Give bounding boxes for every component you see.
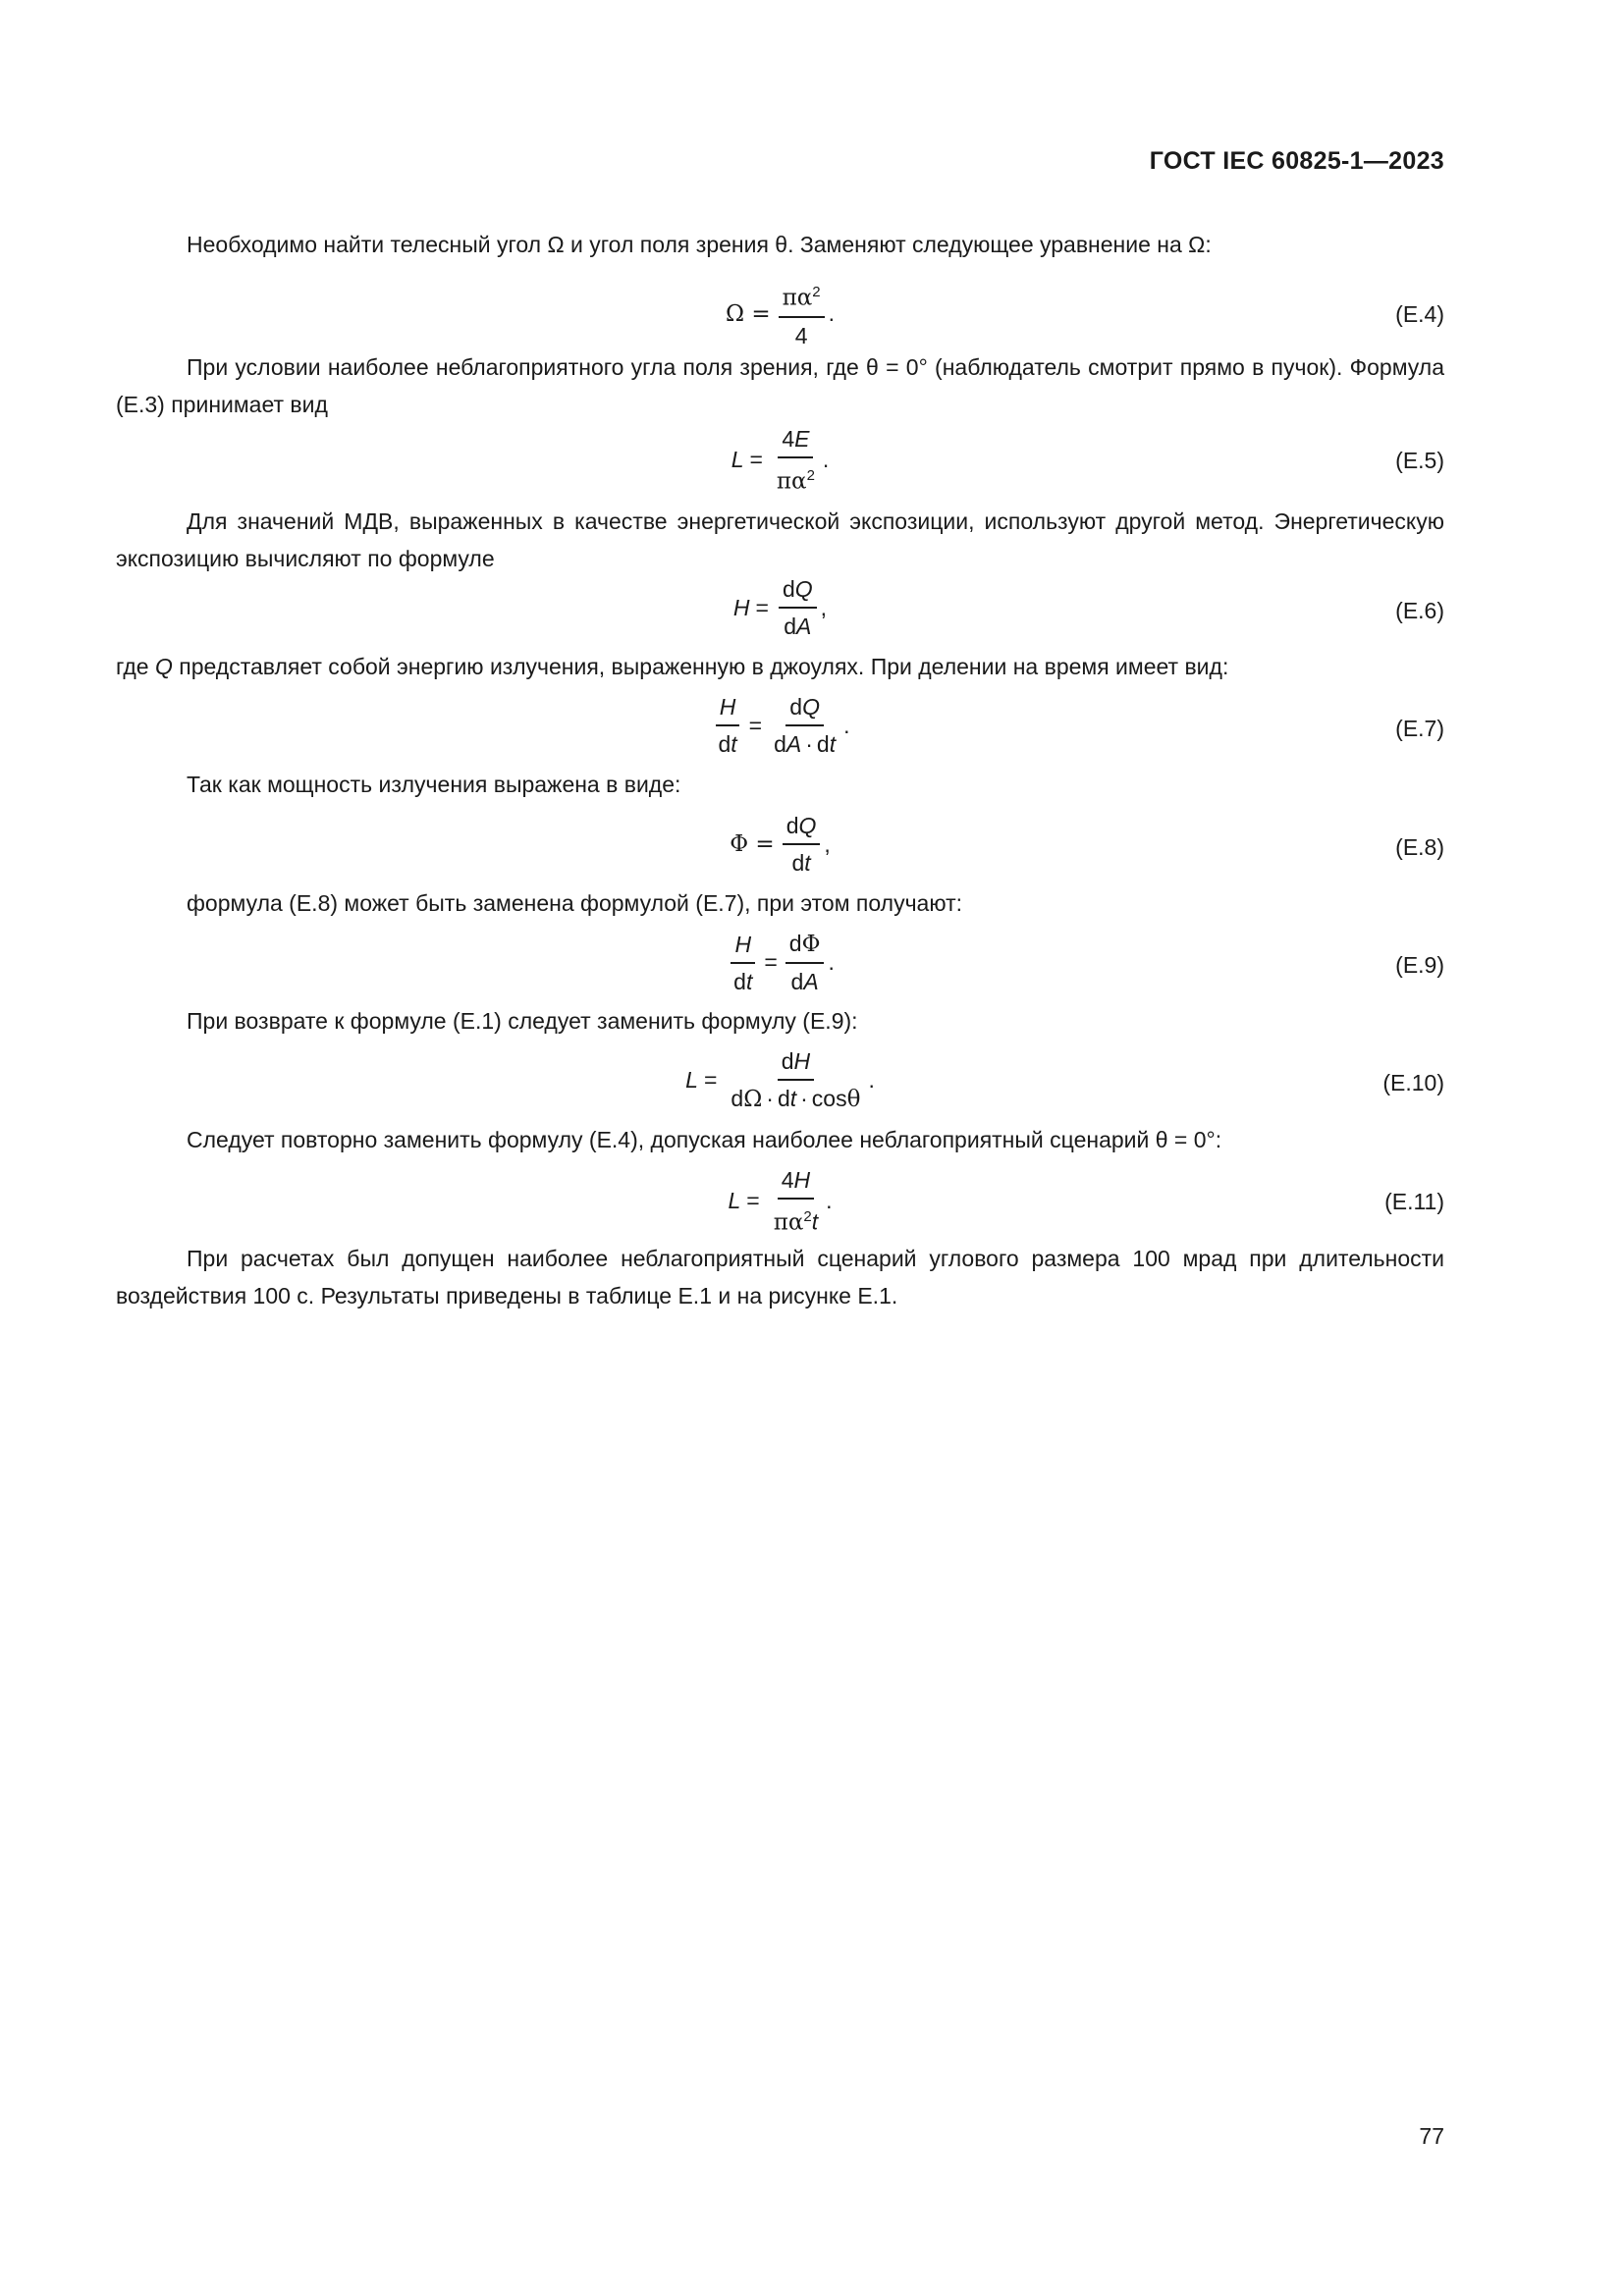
eq-e6-fraction: $\frac{dQ}{dA}$: [779, 574, 817, 641]
paragraph-5: Так как мощность излучения выражена в виде:: [187, 772, 681, 797]
paragraph-7: При возврате к формуле (Е.1) следует заменить формулу (Е.9):: [187, 1008, 858, 1034]
paragraph-3: Для значений МДВ, выраженных в качестве энергетической экспозиции, используют другой метод. Энергетическую экспозицию вычисляют по формуле: [116, 508, 1444, 571]
paragraph-8: Следует повторно заменить формулу (Е.4), допуская наиболее неблагоприятный сценарий θ = 0°:: [187, 1127, 1222, 1152]
eq-e8-label: (Е.8): [1395, 834, 1444, 860]
eq-e10-fraction: $\frac{dH}{d\Omega \cdot dt \cdot \cos\theta}$: [731, 1048, 861, 1112]
document-header: ГОСТ IEC 60825-1—2023: [1149, 147, 1444, 175]
equation-e5: L = $\frac{4E}{\pi\alpha^2}$ . (Е.5): [731, 426, 1444, 495]
eq-e4-lhs: Ω =: [725, 300, 771, 327]
eq-e7-label: (Е.7): [1395, 716, 1444, 741]
paragraph-6: формула (Е.8) может быть заменена формулой (Е.7), при этом получают:: [187, 890, 963, 916]
eq-e10-label: (Е.10): [1382, 1070, 1444, 1095]
eq-e9-fraction: $\frac{d\Phi}{dA}$: [785, 929, 825, 996]
paragraph-1: Необходимо найти телесный угол Ω и угол поля зрения θ. Заменяют следующее уравнение на Ω:: [187, 232, 1212, 257]
paragraph-2: При условии наиболее неблагоприятного угла поля зрения, где θ = 0° (наблюдатель смотрит прямо в пучок). Формула (Е.3) принимает вид: [116, 354, 1444, 417]
eq-e5-fraction: $\frac{4E}{\pi\alpha^2}$: [776, 426, 815, 495]
equation-e11: L = $\frac{4H}{\pi\alpha^2t}$ . (Е.11): [728, 1167, 1444, 1236]
eq-e5-label: (Е.5): [1395, 448, 1444, 473]
eq-e11-label: (Е.11): [1384, 1189, 1444, 1214]
eq-e8-fraction: $\frac{dQ}{dt}$: [783, 811, 821, 878]
eq-e4-label: (Е.4): [1395, 301, 1444, 327]
eq-e4-fraction: $\frac{\pi\alpha^2}{4}$: [779, 278, 825, 350]
equation-e6: H = $\frac{dQ}{dA}$ , (Е.6): [732, 576, 1444, 639]
equation-e10: L = $\frac{dH}{d\Omega \cdot dt \cdot \cos\theta}$ . (Е.10): [685, 1048, 1444, 1112]
page-number: 77: [1419, 2123, 1444, 2149]
equation-e9: $\frac{H}{dt}$ = $\frac{d\Phi}{dA}$ . (Е.9): [116, 929, 1444, 1007]
eq-e9-lhs-fraction: $\frac{H}{dt}$: [730, 930, 756, 996]
equation-e4: Ω = $\frac{\pi\alpha^2}{4}$ . (Е.4): [116, 278, 1444, 356]
eq-e6-label: (Е.6): [1395, 598, 1444, 623]
paragraph-4: где Q представляет собой энергию излучения, выраженную в джоулях. При делении на время имеет вид:: [116, 654, 1229, 679]
eq-e11-fraction: $\frac{4H}{\pi\alpha^2t}$: [773, 1167, 819, 1236]
equation-e8: Φ = $\frac{dQ}{dt}$ , (Е.8): [730, 813, 1444, 876]
paragraph-9: При расчетах был допущен наиболее неблагоприятный сценарий углового размера 100 мрад при длительности воздействия 100 с. Результаты приведены в таблице Е.1 и на рисунке Е.1.: [116, 1246, 1444, 1308]
eq-e7-fraction: $\frac{dQ}{dA \cdot dt}$: [774, 694, 837, 757]
eq-e7-lhs-fraction: $\frac{H}{dt}$: [714, 692, 740, 759]
equation-e7: $\frac{H}{dt}$ = $\frac{dQ}{dA \cdot dt}$ . (Е.7): [116, 692, 1444, 771]
eq-e9-label: (Е.9): [1395, 952, 1444, 978]
